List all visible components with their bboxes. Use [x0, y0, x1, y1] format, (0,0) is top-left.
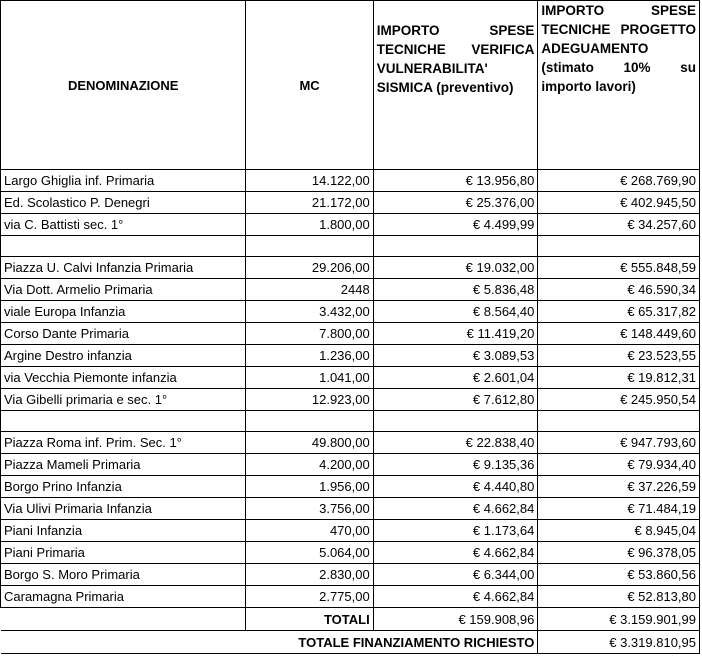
spacer-cell[interactable]: [1, 236, 246, 257]
mc-cell[interactable]: 4.200,00: [246, 454, 373, 476]
school-name-cell[interactable]: Argine Destro infanzia: [1, 345, 246, 367]
header-mc[interactable]: MC: [246, 1, 373, 170]
table-row: [1, 432, 700, 454]
table-row: [1, 279, 700, 301]
progetto-cell[interactable]: € 148.449,60: [538, 323, 700, 345]
progetto-cell[interactable]: € 8.945,04: [538, 520, 700, 542]
spacer-cell[interactable]: [373, 411, 538, 432]
table-row: [1, 476, 700, 498]
progetto-cell[interactable]: € 268.769,90: [538, 170, 700, 192]
table-row: [1, 520, 700, 542]
table-row: [1, 301, 700, 323]
school-name-cell[interactable]: Via Ulivi Primaria Infanzia: [1, 498, 246, 520]
mc-cell[interactable]: 2.775,00: [246, 586, 373, 608]
mc-cell[interactable]: 470,00: [246, 520, 373, 542]
progetto-cell[interactable]: € 79.934,40: [538, 454, 700, 476]
progetto-cell[interactable]: € 402.945,50: [538, 192, 700, 214]
mc-cell[interactable]: 3.756,00: [246, 498, 373, 520]
header-denominazione[interactable]: DENOMINAZIONE: [1, 1, 246, 170]
school-name-cell[interactable]: Piazza Mameli Primaria: [1, 454, 246, 476]
mc-cell[interactable]: 7.800,00: [246, 323, 373, 345]
mc-cell[interactable]: 12.923,00: [246, 389, 373, 411]
progetto-cell[interactable]: € 34.257,60: [538, 214, 700, 236]
table-row: [1, 586, 700, 608]
school-name-cell[interactable]: Borgo S. Moro Primaria: [1, 564, 246, 586]
header-spese-progetto[interactable]: IMPORTO SPESE TECNICHE PROGETTO ADEGUAMENTO (stimato 10% su importo lavori): [538, 1, 700, 170]
progetto-cell[interactable]: € 65.317,82: [538, 301, 700, 323]
table-row: [1, 257, 700, 279]
table-row: [1, 323, 700, 345]
mc-cell[interactable]: 1.800,00: [246, 214, 373, 236]
table-row: [1, 564, 700, 586]
totals-empty-cell: [1, 608, 246, 631]
school-name-cell[interactable]: Caramagna Primaria: [1, 586, 246, 608]
mc-cell[interactable]: 2.830,00: [246, 564, 373, 586]
totals-verifica[interactable]: € 159.908,96: [373, 608, 538, 631]
school-name-cell[interactable]: Largo Ghiglia inf. Primaria: [1, 170, 246, 192]
mc-cell[interactable]: 1.236,00: [246, 345, 373, 367]
verifica-cell[interactable]: € 4.662,84: [373, 542, 538, 564]
table-row: [1, 389, 700, 411]
verifica-cell[interactable]: € 6.344,00: [373, 564, 538, 586]
spacer-row: [1, 236, 700, 257]
school-name-cell[interactable]: Piazza Roma inf. Prim. Sec. 1°: [1, 432, 246, 454]
verifica-cell[interactable]: € 4.662,84: [373, 586, 538, 608]
totals-row: [1, 608, 700, 631]
table-row: [1, 367, 700, 389]
spacer-cell[interactable]: [246, 411, 373, 432]
header-row: [1, 1, 700, 170]
finanziamento-value[interactable]: € 3.319.810,95: [538, 631, 700, 654]
verifica-cell[interactable]: € 11.419,20: [373, 323, 538, 345]
table-row: [1, 345, 700, 367]
spacer-cell[interactable]: [246, 236, 373, 257]
table-row: [1, 214, 700, 236]
totals-label[interactable]: TOTALI: [246, 608, 373, 631]
table-row: [1, 454, 700, 476]
spacer-row: [1, 411, 700, 432]
table-row: [1, 498, 700, 520]
progetto-cell[interactable]: € 37.226,59: [538, 476, 700, 498]
progetto-cell[interactable]: € 245.950,54: [538, 389, 700, 411]
verifica-cell[interactable]: € 4.499,99: [373, 214, 538, 236]
table-row: [1, 542, 700, 564]
school-name-cell[interactable]: Ed. Scolastico P. Denegri: [1, 192, 246, 214]
mc-cell[interactable]: 3.432,00: [246, 301, 373, 323]
verifica-cell[interactable]: € 4.440,80: [373, 476, 538, 498]
mc-cell[interactable]: 14.122,00: [246, 170, 373, 192]
school-name-cell[interactable]: Via Gibelli primaria e sec. 1°: [1, 389, 246, 411]
school-name-cell[interactable]: viale Europa Infanzia: [1, 301, 246, 323]
mc-cell[interactable]: 2448: [246, 279, 373, 301]
spacer-cell[interactable]: [373, 236, 538, 257]
finanziamento-row: [1, 631, 700, 654]
school-name-cell[interactable]: Piani Primaria: [1, 542, 246, 564]
totals-progetto[interactable]: € 3.159.901,99: [538, 608, 700, 631]
finanziamento-label[interactable]: TOTALE FINANZIAMENTO RICHIESTO: [1, 631, 538, 654]
verifica-cell[interactable]: € 25.376,00: [373, 192, 538, 214]
verifica-cell[interactable]: € 19.032,00: [373, 257, 538, 279]
school-name-cell[interactable]: Piani Infanzia: [1, 520, 246, 542]
mc-cell[interactable]: 1.956,00: [246, 476, 373, 498]
school-name-cell[interactable]: Corso Dante Primaria: [1, 323, 246, 345]
school-name-cell[interactable]: Borgo Prino Infanzia: [1, 476, 246, 498]
verifica-cell[interactable]: € 2.601,04: [373, 367, 538, 389]
progetto-cell[interactable]: € 19.812,31: [538, 367, 700, 389]
spacer-cell[interactable]: [538, 236, 700, 257]
mc-cell[interactable]: 21.172,00: [246, 192, 373, 214]
progetto-cell[interactable]: € 555.848,59: [538, 257, 700, 279]
verifica-cell[interactable]: € 8.564,40: [373, 301, 538, 323]
verifica-cell[interactable]: € 3.089,53: [373, 345, 538, 367]
mc-cell[interactable]: 5.064,00: [246, 542, 373, 564]
school-name-cell[interactable]: via C. Battisti sec. 1°: [1, 214, 246, 236]
progetto-cell[interactable]: € 23.523,55: [538, 345, 700, 367]
table-row: [1, 192, 700, 214]
mc-cell[interactable]: 49.800,00: [246, 432, 373, 454]
progetto-cell[interactable]: € 46.590,34: [538, 279, 700, 301]
progetto-cell[interactable]: € 53.860,56: [538, 564, 700, 586]
verifica-cell[interactable]: € 13.956,80: [373, 170, 538, 192]
progetto-cell[interactable]: € 96.378,05: [538, 542, 700, 564]
verifica-cell[interactable]: € 9.135,36: [373, 454, 538, 476]
progetto-cell[interactable]: € 71.484,19: [538, 498, 700, 520]
verifica-cell[interactable]: € 4.662,84: [373, 498, 538, 520]
verifica-cell[interactable]: € 5.836,48: [373, 279, 538, 301]
verifica-cell[interactable]: € 1.173,64: [373, 520, 538, 542]
table-row: [1, 170, 700, 192]
school-name-cell[interactable]: Piazza U. Calvi Infanzia Primaria: [1, 257, 246, 279]
table-body: [1, 170, 700, 608]
progetto-cell[interactable]: € 947.793,60: [538, 432, 700, 454]
mc-cell[interactable]: 29.206,00: [246, 257, 373, 279]
spacer-cell[interactable]: [538, 411, 700, 432]
progetto-cell[interactable]: € 52.813,80: [538, 586, 700, 608]
header-spese-verifica[interactable]: IMPORTO SPESE TECNICHE VERIFICA VULNERABILITA' SISMICA (preventivo): [373, 1, 538, 170]
mc-cell[interactable]: 1.041,00: [246, 367, 373, 389]
school-name-cell[interactable]: Via Dott. Armelio Primaria: [1, 279, 246, 301]
school-name-cell[interactable]: via Vecchia Piemonte infanzia: [1, 367, 246, 389]
verifica-cell[interactable]: € 22.838,40: [373, 432, 538, 454]
verifica-cell[interactable]: € 7.612,80: [373, 389, 538, 411]
spacer-cell[interactable]: [1, 411, 246, 432]
